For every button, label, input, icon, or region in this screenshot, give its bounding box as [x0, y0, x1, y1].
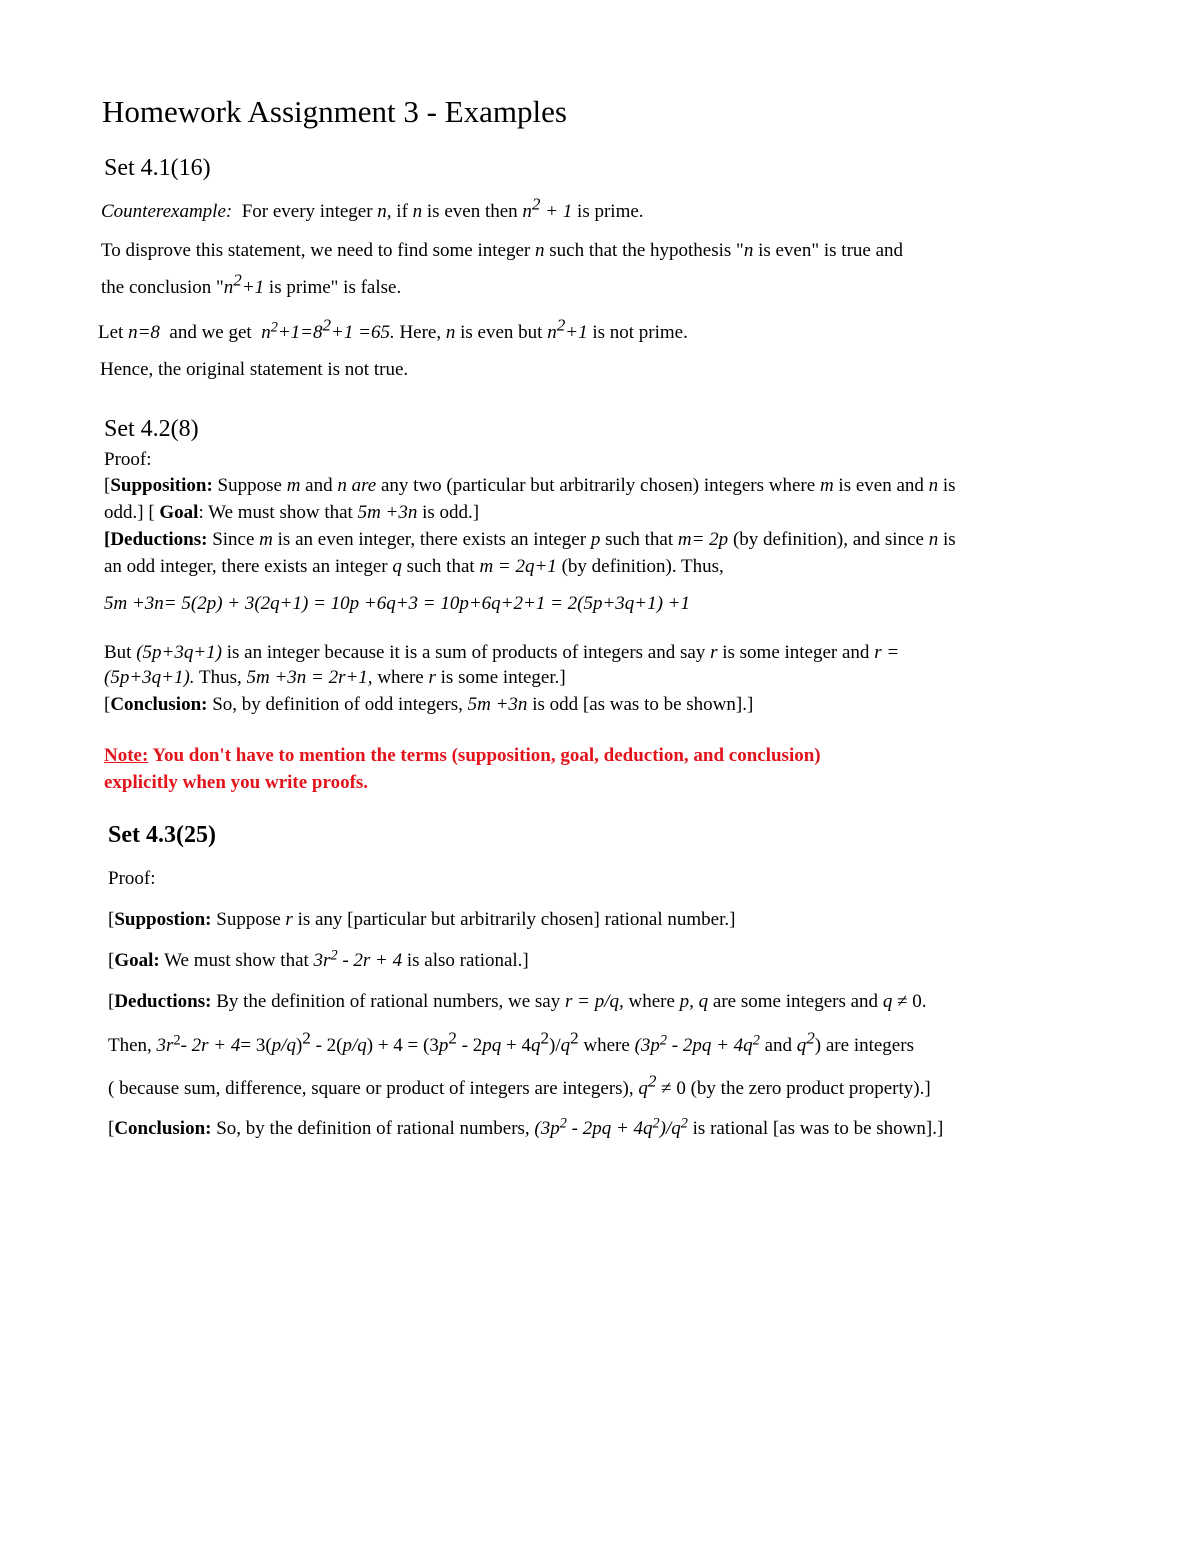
text: (by definition). Thus, — [561, 556, 724, 577]
text: an odd integer, there exists an integer — [104, 556, 388, 577]
text: is not prime. — [592, 322, 688, 343]
text: : We must show that — [198, 502, 353, 523]
text: But — [104, 642, 132, 663]
superscript: 2 — [752, 1032, 760, 1049]
math-var: +1=8 — [277, 322, 323, 343]
superscript: 2 — [322, 315, 332, 335]
text: ≠ 0 (by the zero product property).] — [661, 1078, 931, 1099]
math: m = 2q+1 — [479, 556, 557, 577]
math: n, — [377, 201, 392, 222]
math-var: +1 — [241, 277, 265, 298]
s2-line-3 — [104, 528, 956, 552]
text: where — [628, 991, 675, 1012]
s1-line-1 — [101, 194, 644, 224]
s2-line-4 — [104, 555, 724, 579]
deductions-label: Deductions: — [114, 991, 212, 1012]
text: are some integers and — [712, 991, 879, 1012]
text: So, by definition of odd integers, — [212, 694, 463, 715]
s1-line-4 — [98, 315, 688, 345]
text: ) — [295, 1035, 303, 1056]
text: if — [396, 201, 408, 222]
text: ≠ 0. — [897, 991, 927, 1012]
text: + 4 — [505, 1035, 531, 1056]
math: p/q — [342, 1035, 367, 1056]
text: To disprove this statement, we need to find some integer — [101, 240, 531, 261]
section-heading-4-3: Set 4.3(25) — [108, 822, 216, 848]
text: [ — [108, 1118, 115, 1139]
math: 3r — [156, 1035, 174, 1056]
s2-line-6 — [104, 666, 566, 690]
section-heading-4-1 — [104, 153, 211, 183]
math — [261, 315, 395, 343]
math: n — [412, 201, 423, 222]
superscript: 2 — [556, 315, 566, 335]
deductions-label: [Deductions: — [104, 529, 208, 550]
superscript: 2 — [680, 1115, 688, 1132]
math-var: +1 =65. — [331, 322, 395, 343]
math-var: q — [638, 1078, 648, 1099]
math: r = p/q, — [565, 991, 624, 1012]
math-var: (3p — [534, 1118, 560, 1139]
math: p, q — [679, 991, 709, 1012]
text: So, by the definition of rational numbers, — [216, 1118, 530, 1139]
text: - 2( — [315, 1035, 343, 1056]
math: m — [259, 529, 273, 550]
heading-num: (16) — [170, 155, 211, 181]
math — [223, 270, 265, 298]
s1-line-5: Hence, the original statement is not true. — [100, 359, 409, 380]
note-label: Note: — [104, 745, 149, 766]
text: = 3( — [240, 1035, 272, 1056]
math: 5m +3n — [357, 502, 418, 523]
text: ) + 4 = (3 — [366, 1035, 439, 1056]
math — [634, 1032, 760, 1056]
math: r = — [874, 642, 900, 663]
text: such that — [605, 529, 674, 550]
math-var: n — [223, 277, 234, 298]
s2-line-1 — [104, 474, 956, 498]
math: + 1 — [545, 201, 573, 222]
math-var: n — [261, 322, 271, 343]
superscript: 2 — [173, 1032, 181, 1049]
text: is even but — [460, 322, 543, 343]
text: is an integer because it is a sum of products of integers and say — [226, 642, 706, 663]
text: any two (particular but arbitrarily chosen) integers where — [380, 475, 816, 496]
math — [522, 194, 541, 222]
s2-line-2 — [104, 501, 479, 525]
superscript: 2 — [233, 270, 242, 290]
text: ) are integers — [814, 1035, 914, 1056]
text: [ — [108, 909, 115, 930]
math — [547, 315, 588, 343]
text: [ — [104, 694, 111, 715]
math-var: n — [522, 201, 532, 222]
math: n — [535, 240, 545, 261]
math: n are — [337, 475, 377, 496]
text: [ — [108, 991, 115, 1012]
math: q — [560, 1035, 571, 1056]
text: the conclusion " — [101, 277, 224, 298]
math: (5p+3q+1). — [104, 667, 195, 688]
math: pq — [482, 1035, 502, 1056]
s3-line-3 — [108, 990, 927, 1014]
text: and — [764, 1035, 792, 1056]
s1-line-3 — [101, 270, 402, 300]
superscript: 2 — [647, 1071, 657, 1091]
math-var: +1 — [565, 322, 588, 343]
s3-line-1 — [108, 908, 735, 932]
superscript: 2 — [806, 1028, 815, 1048]
math-var: - 2pq + 4q — [671, 1035, 753, 1056]
note-line-1 — [104, 744, 821, 768]
math: r — [285, 909, 293, 930]
text: By the definition of rational numbers, we say — [216, 991, 561, 1012]
text: odd.] [ — [104, 502, 155, 523]
text: such that — [406, 556, 475, 577]
s2-line-7 — [104, 693, 753, 717]
conclusion-label: Conclusion: — [114, 1118, 212, 1139]
math: p — [590, 529, 601, 550]
s3-line-5 — [108, 1071, 931, 1101]
math: q — [392, 556, 402, 577]
text: is — [942, 529, 956, 550]
text: Then, — [108, 1035, 152, 1056]
text: ( because sum, difference, square or product of integers are integers), — [108, 1078, 634, 1099]
text: is any [particular but arbitrarily chosen] rational number.] — [297, 909, 736, 930]
text: (by definition), and since — [732, 529, 924, 550]
goal-label: Goal: — [114, 950, 160, 971]
math: n — [743, 240, 754, 261]
math: n=8 — [128, 322, 160, 343]
text: Since — [212, 529, 255, 550]
text: is even" is true and — [758, 240, 904, 261]
superscript: 2 — [540, 1028, 549, 1048]
s2-line-5 — [104, 641, 899, 665]
math — [313, 947, 403, 971]
text: is odd [as was to be shown].] — [532, 694, 754, 715]
page-title: Homework Assignment 3 - Examples — [102, 94, 567, 129]
text: We must show that — [164, 950, 309, 971]
superscript: 2 — [559, 1115, 567, 1132]
math-var: q — [796, 1035, 807, 1056]
text: where — [583, 1035, 630, 1056]
math: n — [445, 322, 456, 343]
text: [ — [104, 475, 111, 496]
proof-label: Proof: — [104, 449, 152, 470]
text: is — [942, 475, 956, 496]
text: is rational [as was to be shown].] — [692, 1118, 944, 1139]
s3-line-4 — [108, 1028, 914, 1058]
math-var: - 2pq + 4q — [571, 1118, 653, 1139]
text: and — [305, 475, 333, 496]
text: is an even integer, there exists an integer — [277, 529, 587, 550]
text: is prime" is false. — [268, 277, 402, 298]
math: n — [928, 475, 939, 496]
math: - 2r + 4 — [180, 1035, 241, 1056]
text: is odd.] — [422, 502, 480, 523]
text: Let — [98, 322, 124, 343]
text: is even then — [426, 201, 518, 222]
text: Thus, — [198, 667, 242, 688]
math: 5m +3n = 2r+1, — [246, 667, 373, 688]
math-var: )/q — [659, 1118, 681, 1139]
superscript: 2 — [531, 194, 541, 214]
math: m= 2p — [677, 529, 729, 550]
math: q — [882, 991, 893, 1012]
text: For every integer — [241, 201, 373, 222]
text: Here, — [399, 322, 442, 343]
math-var: n — [547, 322, 557, 343]
math-var: - 2r + 4 — [342, 950, 403, 971]
text: is even and — [838, 475, 924, 496]
note-text: You don't have to mention the terms (supposition, goal, deduction, and conclusion) — [152, 745, 821, 766]
math: 5m +3n — [467, 694, 528, 715]
math: r — [428, 667, 436, 688]
math-var: (3p — [634, 1035, 660, 1056]
text: - 2 — [461, 1035, 483, 1056]
text: where — [377, 667, 424, 688]
s3-line-6 — [108, 1117, 943, 1141]
superscript: 2 — [302, 1028, 311, 1048]
s1-line-2 — [101, 239, 903, 263]
text: Suppose — [217, 475, 282, 496]
superscript: 2 — [448, 1028, 457, 1048]
math: n — [928, 529, 939, 550]
text: and we get — [169, 322, 252, 343]
text: Suppose — [216, 909, 281, 930]
text: is prime. — [577, 201, 644, 222]
note-line-2: explicitly when you write proofs. — [104, 772, 369, 793]
heading-set: Set 4.1 — [104, 155, 171, 181]
math: m — [286, 475, 301, 496]
math: p — [438, 1035, 449, 1056]
math: r — [710, 642, 718, 663]
superscript: 2 — [330, 947, 338, 964]
supposition-label: Suppostion: — [114, 909, 212, 930]
text: is also rational.] — [406, 950, 529, 971]
text: such that the hypothesis " — [549, 240, 744, 261]
math — [638, 1071, 657, 1099]
math — [534, 1115, 688, 1139]
s3-line-2 — [108, 949, 529, 973]
conclusion-label: Conclusion: — [110, 694, 208, 715]
section-heading-4-2: Set 4.2(8) — [104, 416, 199, 442]
math: q — [530, 1035, 541, 1056]
proof-label: Proof: — [108, 868, 156, 889]
superscript: 2 — [270, 319, 278, 336]
text: is some integer and — [722, 642, 870, 663]
goal-label: Goal — [159, 502, 199, 523]
math: (5p+3q+1) — [136, 642, 222, 663]
s2-equation: 5m +3n= 5(2p) + 3(2q+1) = 10p +6q+3 = 10p+6q+2+1 = 2(5p+3q+1) +1 — [104, 593, 691, 614]
supposition-label: Supposition: — [110, 475, 213, 496]
math: p/q — [271, 1035, 296, 1056]
math-var: 3r — [313, 950, 331, 971]
text: is some integer.] — [440, 667, 566, 688]
text: [ — [108, 950, 115, 971]
math: m — [819, 475, 834, 496]
counterexample-label: Counterexample: — [101, 201, 233, 222]
superscript: 2 — [659, 1032, 668, 1049]
superscript: 2 — [652, 1115, 660, 1132]
superscript: 2 — [570, 1028, 579, 1048]
math — [796, 1028, 815, 1056]
text: )/ — [549, 1035, 561, 1056]
